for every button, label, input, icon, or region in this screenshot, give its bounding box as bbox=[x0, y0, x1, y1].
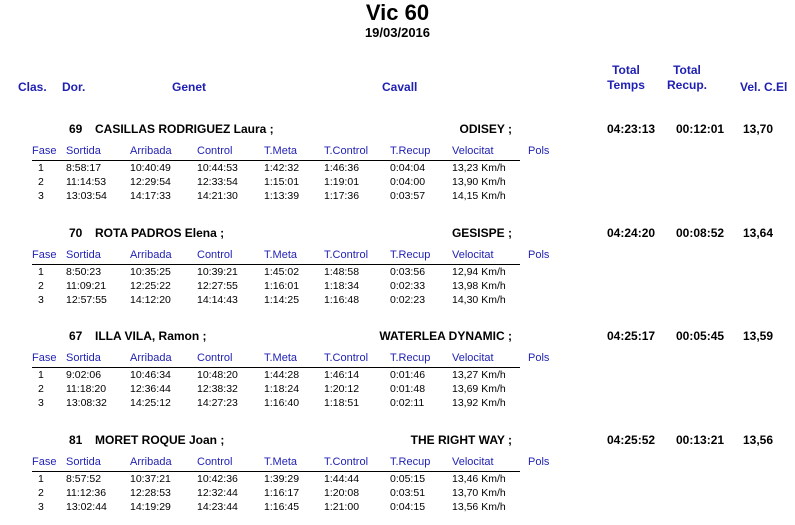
page-title: Vic 60 bbox=[365, 0, 430, 25]
leg-cell: 12:25:22 bbox=[130, 280, 171, 292]
leg-header-rule bbox=[32, 367, 520, 368]
leg-col-header-arribada: Arribada bbox=[130, 249, 172, 261]
leg-col-header-trecup: T.Recup bbox=[390, 249, 431, 261]
leg-col-header-velocitat: Velocitat bbox=[452, 145, 494, 157]
leg-cell: 1:16:48 bbox=[324, 294, 360, 306]
entry-dorsal: 67 bbox=[69, 329, 83, 343]
leg-header-rule bbox=[32, 471, 520, 472]
col-header-total-temps-line1: Total bbox=[612, 63, 640, 77]
leg-col-header-pols: Pols bbox=[528, 352, 550, 364]
leg-cell: 2 bbox=[38, 176, 44, 188]
leg-cell: 1:45:02 bbox=[264, 266, 300, 278]
leg-cell: 11:12:36 bbox=[66, 487, 107, 499]
leg-cell: 3 bbox=[38, 190, 44, 202]
leg-cell: 12:38:32 bbox=[197, 383, 238, 395]
leg-cell: 12:29:54 bbox=[130, 176, 171, 188]
leg-col-header-tmeta: T.Meta bbox=[264, 352, 298, 364]
leg-cell: 13:03:54 bbox=[66, 190, 107, 202]
leg-col-header-pols: Pols bbox=[528, 249, 550, 261]
entry-rider: ROTA PADROS Elena ; bbox=[95, 226, 225, 240]
leg-cell: 1:18:34 bbox=[324, 280, 360, 292]
entry-velocity: 13,59 bbox=[743, 329, 774, 343]
leg-cell: 0:01:46 bbox=[390, 369, 426, 381]
leg-cell: 1:18:24 bbox=[264, 383, 300, 395]
leg-col-header-fase: Fase bbox=[32, 249, 57, 261]
leg-cell: 13,46 Km/h bbox=[452, 473, 506, 485]
leg-cell: 14:14:43 bbox=[197, 294, 238, 306]
leg-cell: 1:20:12 bbox=[324, 383, 360, 395]
leg-cell: 13:08:32 bbox=[66, 397, 107, 409]
leg-cell: 10:37:21 bbox=[130, 473, 171, 485]
leg-col-header-fase: Fase bbox=[32, 456, 57, 468]
leg-cell: 1:19:01 bbox=[324, 176, 360, 188]
leg-cell: 13:02:44 bbox=[66, 501, 107, 513]
entry-horse: WATERLEA DYNAMIC ; bbox=[379, 329, 512, 343]
leg-cell: 1:42:32 bbox=[264, 162, 300, 174]
entry-total-temps: 04:23:13 bbox=[607, 122, 656, 136]
leg-cell: 0:04:04 bbox=[390, 162, 426, 174]
leg-cell: 1:44:28 bbox=[264, 369, 300, 381]
leg-cell: 1:16:45 bbox=[264, 501, 300, 513]
leg-cell: 11:09:21 bbox=[66, 280, 107, 292]
leg-cell: 12:36:44 bbox=[130, 383, 171, 395]
leg-cell: 1:46:14 bbox=[324, 369, 360, 381]
leg-cell: 3 bbox=[38, 294, 44, 306]
leg-cell: 2 bbox=[38, 487, 44, 499]
leg-cell: 1:48:58 bbox=[324, 266, 360, 278]
leg-cell: 13,27 Km/h bbox=[452, 369, 506, 381]
leg-header-rule bbox=[32, 264, 520, 265]
col-header-dor: Dor. bbox=[62, 80, 86, 94]
leg-col-header-control: Control bbox=[197, 456, 233, 468]
leg-cell: 1:17:36 bbox=[324, 190, 360, 202]
entry-horse: THE RIGHT WAY ; bbox=[410, 433, 512, 447]
leg-cell: 14:12:20 bbox=[130, 294, 171, 306]
leg-cell: 1:44:44 bbox=[324, 473, 360, 485]
leg-cell: 13,69 Km/h bbox=[452, 383, 506, 395]
leg-cell: 1 bbox=[38, 162, 44, 174]
leg-col-header-sortida: Sortida bbox=[66, 352, 101, 364]
leg-cell: 12:27:55 bbox=[197, 280, 238, 292]
entry-total-temps: 04:24:20 bbox=[607, 226, 656, 240]
leg-cell: 10:44:53 bbox=[197, 162, 238, 174]
leg-col-header-trecup: T.Recup bbox=[390, 145, 431, 157]
leg-cell: 1 bbox=[38, 266, 44, 278]
leg-cell: 1 bbox=[38, 369, 44, 381]
leg-cell: 12:33:54 bbox=[197, 176, 238, 188]
leg-cell: 1:18:51 bbox=[324, 397, 360, 409]
entry-dorsal: 81 bbox=[69, 433, 83, 447]
leg-cell: 1:16:01 bbox=[264, 280, 300, 292]
leg-col-header-velocitat: Velocitat bbox=[452, 249, 494, 261]
leg-cell: 14,30 Km/h bbox=[452, 294, 506, 306]
leg-col-header-tmeta: T.Meta bbox=[264, 456, 298, 468]
leg-cell: 14,15 Km/h bbox=[452, 190, 506, 202]
leg-cell: 1:16:17 bbox=[264, 487, 300, 499]
leg-cell: 14:19:29 bbox=[130, 501, 171, 513]
entry-total-recup: 00:08:52 bbox=[676, 226, 725, 240]
leg-cell: 1:21:00 bbox=[324, 501, 360, 513]
leg-col-header-fase: Fase bbox=[32, 352, 57, 364]
leg-cell: 0:03:57 bbox=[390, 190, 426, 202]
leg-cell: 2 bbox=[38, 383, 44, 395]
leg-cell: 12:28:53 bbox=[130, 487, 171, 499]
leg-cell: 0:02:11 bbox=[390, 397, 425, 409]
leg-col-header-sortida: Sortida bbox=[66, 456, 101, 468]
leg-cell: 0:02:23 bbox=[390, 294, 426, 306]
leg-cell: 1:13:39 bbox=[264, 190, 300, 202]
leg-col-header-sortida: Sortida bbox=[66, 249, 101, 261]
leg-col-header-arribada: Arribada bbox=[130, 456, 172, 468]
col-header-total-recup-line1: Total bbox=[673, 63, 701, 77]
entry-total-recup: 00:05:45 bbox=[676, 329, 725, 343]
leg-cell: 0:03:56 bbox=[390, 266, 426, 278]
col-header-vel: Vel. C.El bbox=[740, 80, 788, 94]
leg-cell: 11:14:53 bbox=[66, 176, 107, 188]
entry-horse: GESISPE ; bbox=[451, 226, 512, 240]
leg-col-header-pols: Pols bbox=[528, 456, 550, 468]
leg-cell: 0:03:51 bbox=[390, 487, 426, 499]
leg-cell: 8:57:52 bbox=[66, 473, 102, 485]
leg-cell: 1:39:29 bbox=[264, 473, 300, 485]
leg-cell: 12:57:55 bbox=[66, 294, 107, 306]
leg-col-header-pols: Pols bbox=[528, 145, 550, 157]
leg-cell: 11:18:20 bbox=[66, 383, 107, 395]
leg-cell: 1:15:01 bbox=[264, 176, 300, 188]
leg-cell: 14:17:33 bbox=[130, 190, 171, 202]
leg-cell: 12,94 Km/h bbox=[452, 266, 506, 278]
leg-cell: 12:32:44 bbox=[197, 487, 238, 499]
entry-dorsal: 70 bbox=[69, 226, 83, 240]
leg-cell: 0:01:48 bbox=[390, 383, 426, 395]
leg-col-header-arribada: Arribada bbox=[130, 145, 172, 157]
entry-rider: CASILLAS RODRIGUEZ Laura ; bbox=[95, 122, 274, 136]
entry-velocity: 13,56 bbox=[743, 433, 774, 447]
leg-cell: 14:21:30 bbox=[197, 190, 238, 202]
event-date: 19/03/2016 bbox=[364, 25, 431, 40]
leg-col-header-tcontrol: T.Control bbox=[324, 352, 369, 364]
leg-cell: 9:02:06 bbox=[66, 369, 102, 381]
leg-cell: 10:39:21 bbox=[197, 266, 238, 278]
leg-col-header-control: Control bbox=[197, 249, 233, 261]
leg-col-header-tmeta: T.Meta bbox=[264, 249, 298, 261]
leg-col-header-trecup: T.Recup bbox=[390, 456, 431, 468]
leg-cell: 13,98 Km/h bbox=[452, 280, 506, 292]
leg-cell: 1:16:40 bbox=[264, 397, 300, 409]
entry-velocity: 13,70 bbox=[743, 122, 774, 136]
col-header-cavall: Cavall bbox=[382, 80, 418, 94]
leg-cell: 1:14:25 bbox=[264, 294, 300, 306]
leg-header-rule bbox=[32, 160, 520, 161]
leg-col-header-arribada: Arribada bbox=[130, 352, 172, 364]
leg-cell: 0:04:15 bbox=[390, 501, 426, 513]
entry-total-recup: 00:12:01 bbox=[676, 122, 725, 136]
leg-col-header-control: Control bbox=[197, 145, 233, 157]
leg-col-header-tcontrol: T.Control bbox=[324, 456, 369, 468]
leg-cell: 3 bbox=[38, 397, 44, 409]
leg-col-header-tmeta: T.Meta bbox=[264, 145, 298, 157]
leg-cell: 14:25:12 bbox=[130, 397, 171, 409]
leg-cell: 14:23:44 bbox=[197, 501, 238, 513]
entry-total-temps: 04:25:17 bbox=[607, 329, 656, 343]
leg-cell: 2 bbox=[38, 280, 44, 292]
leg-col-header-sortida: Sortida bbox=[66, 145, 101, 157]
leg-col-header-fase: Fase bbox=[32, 145, 57, 157]
col-header-genet: Genet bbox=[172, 80, 207, 94]
leg-col-header-velocitat: Velocitat bbox=[452, 456, 494, 468]
leg-cell: 10:40:49 bbox=[130, 162, 171, 174]
entry-rider: ILLA VILA, Ramon ; bbox=[95, 329, 207, 343]
leg-cell: 8:50:23 bbox=[66, 266, 102, 278]
leg-cell: 1:20:08 bbox=[324, 487, 360, 499]
leg-col-header-velocitat: Velocitat bbox=[452, 352, 494, 364]
leg-cell: 1 bbox=[38, 473, 44, 485]
leg-cell: 10:35:25 bbox=[130, 266, 171, 278]
entry-total-recup: 00:13:21 bbox=[676, 433, 725, 447]
leg-cell: 8:58:17 bbox=[66, 162, 102, 174]
leg-cell: 13,90 Km/h bbox=[452, 176, 506, 188]
leg-cell: 13,92 Km/h bbox=[452, 397, 506, 409]
leg-cell: 0:05:15 bbox=[390, 473, 426, 485]
col-header-total-recup bbox=[659, 63, 715, 93]
leg-cell: 10:42:36 bbox=[197, 473, 238, 485]
entry-velocity: 13,64 bbox=[743, 226, 774, 240]
entry-dorsal: 69 bbox=[69, 122, 83, 136]
col-header-total-recup-line2: Recup. bbox=[666, 78, 707, 92]
entry-total-temps: 04:25:52 bbox=[607, 433, 656, 447]
leg-col-header-tcontrol: T.Control bbox=[324, 145, 369, 157]
leg-cell: 1:46:36 bbox=[324, 162, 360, 174]
leg-cell: 0:04:00 bbox=[390, 176, 426, 188]
leg-cell: 13,23 Km/h bbox=[452, 162, 506, 174]
leg-cell: 10:46:34 bbox=[130, 369, 171, 381]
leg-col-header-tcontrol: T.Control bbox=[324, 249, 369, 261]
col-header-total-temps-line2: Temps bbox=[607, 78, 645, 92]
leg-col-header-trecup: T.Recup bbox=[390, 352, 431, 364]
col-header-clas: Clas. bbox=[18, 80, 47, 94]
leg-col-header-control: Control bbox=[197, 352, 233, 364]
leg-cell: 13,70 Km/h bbox=[452, 487, 506, 499]
leg-cell: 10:48:20 bbox=[197, 369, 238, 381]
entry-horse: ODISEY ; bbox=[459, 122, 512, 136]
leg-cell: 0:02:33 bbox=[390, 280, 426, 292]
col-header-total-temps bbox=[598, 63, 654, 93]
leg-cell: 3 bbox=[38, 501, 44, 513]
leg-cell: 13,56 Km/h bbox=[452, 501, 506, 513]
entry-rider: MORET ROQUE Joan ; bbox=[95, 433, 225, 447]
leg-cell: 14:27:23 bbox=[197, 397, 238, 409]
